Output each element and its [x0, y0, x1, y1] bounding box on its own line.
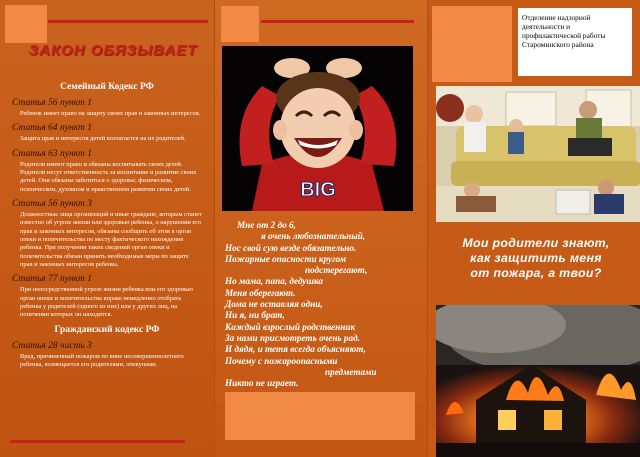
article-text: Вред, причиненный пожаром по вине несовершеннолетнего ребенка, возмещается его родителями, опекунами.: [20, 352, 184, 368]
headline-line: Мои родители знают,: [462, 236, 610, 250]
poem-line: Нос свой сую везде обязательно.: [225, 242, 357, 253]
article-text: Должностные лица организаций и иные граждане, которым станет известно об угрозе жизни или здоровью ребенка, о нарушении его прав и законных интересов, обязаны сообщить об этом в орган опеки и попечительства по месту фактического нахождения ребенка. При получении таких сведений орган опеки и попечительства обязан принять необходимые меры по защите прав и законных интересов ребенка.: [20, 210, 202, 268]
family-code-heading: Семейный Кодекс РФ: [60, 82, 154, 92]
law-body: [12, 82, 202, 374]
family-illustration: [436, 86, 640, 222]
article-text: Защита прав и интересов детей возлагается на их родителей.: [20, 135, 186, 143]
poem-line: Но мама, папа, дедушка: [225, 276, 324, 287]
article-title: Статья 77 пункт 1: [12, 274, 93, 285]
poem-line: подстерегают,: [305, 265, 368, 276]
organization-name: Отделение надзорной деятельности и профилактической работы Староминского района: [518, 8, 632, 76]
headline-line: как защитить меня: [470, 251, 602, 265]
poem-line: предметами: [325, 366, 377, 377]
article-text: Ребенок имеет право на защиту своих прав и законных интересов.: [20, 110, 201, 117]
poem-line: Меня оберегают.: [225, 287, 296, 298]
poem-line: Пожарные опасности кругом: [225, 253, 347, 264]
article: [12, 149, 202, 194]
headline-line: от пожара, а твои?: [470, 266, 602, 280]
article: [12, 123, 202, 143]
decor-square: [221, 6, 259, 42]
article-title: Статья 56 пункт 1: [12, 98, 93, 108]
house-fire-illustration: [436, 305, 640, 457]
article-title: Статья 63 пункт 1: [12, 148, 93, 159]
article-title: Статья 64 пункт 1: [12, 123, 93, 134]
headline: [434, 236, 638, 281]
poem-line: Каждый взрослый родственник: [225, 321, 356, 332]
article: [12, 341, 202, 370]
fire-photo: [436, 305, 640, 457]
right-panel: [427, 0, 640, 457]
article-text: Родители имеют право и обязаны воспитывать своих детей. Родители несут ответственность за воспитание и развитие своих детей. Они обязаны заботиться о здоровье, физическом, психическом, духовном и нравственном развитии своих детей.: [20, 160, 197, 193]
article: [12, 98, 202, 118]
left-panel: [0, 0, 214, 457]
divider-line: [48, 20, 208, 23]
decor-block: [225, 392, 415, 440]
law-title: ЗАКОН ОБЯЗЫВАЕТ: [28, 42, 198, 59]
poem-line: За нами присмотреть очень рад.: [225, 332, 360, 343]
article: [12, 199, 202, 269]
poem-line: я очень любознательный,: [261, 231, 366, 242]
boy-photo: [222, 46, 413, 211]
poem-line: Дома не оставляя одни,: [225, 299, 323, 310]
middle-panel: [214, 0, 427, 457]
article-title: Статья 56 пункт 3: [12, 198, 93, 209]
decor-square: [432, 6, 512, 82]
article-text: При непосредственной угрозе жизни ребенка или его здоровью орган опеки и попечительства вправе немедленно отобрать ребенка у родителей (одного из них) или у других лиц, на попечении которых он находится.: [20, 286, 193, 319]
article-title: Статья 28 часть 3: [12, 340, 92, 351]
article: [12, 274, 202, 319]
decor-square: [5, 5, 47, 43]
poem-line: Мне от 2 до 6,: [237, 220, 296, 230]
divider-line: [10, 440, 185, 443]
civil-code-heading: Гражданский кодекс РФ: [54, 324, 160, 335]
poem: [225, 220, 410, 389]
poem-line: Почему с пожароопасными: [225, 355, 338, 366]
poem-line: Ни я, ни брат,: [225, 310, 285, 321]
divider-line: [261, 20, 414, 23]
sweater-text: BIG: [300, 179, 336, 201]
boy-illustration: [222, 46, 413, 211]
family-photo: [436, 86, 640, 222]
poem-line: Никто не играет.: [225, 378, 299, 389]
poem-line: И дядя, и тетя всегда объясняют,: [225, 344, 366, 355]
